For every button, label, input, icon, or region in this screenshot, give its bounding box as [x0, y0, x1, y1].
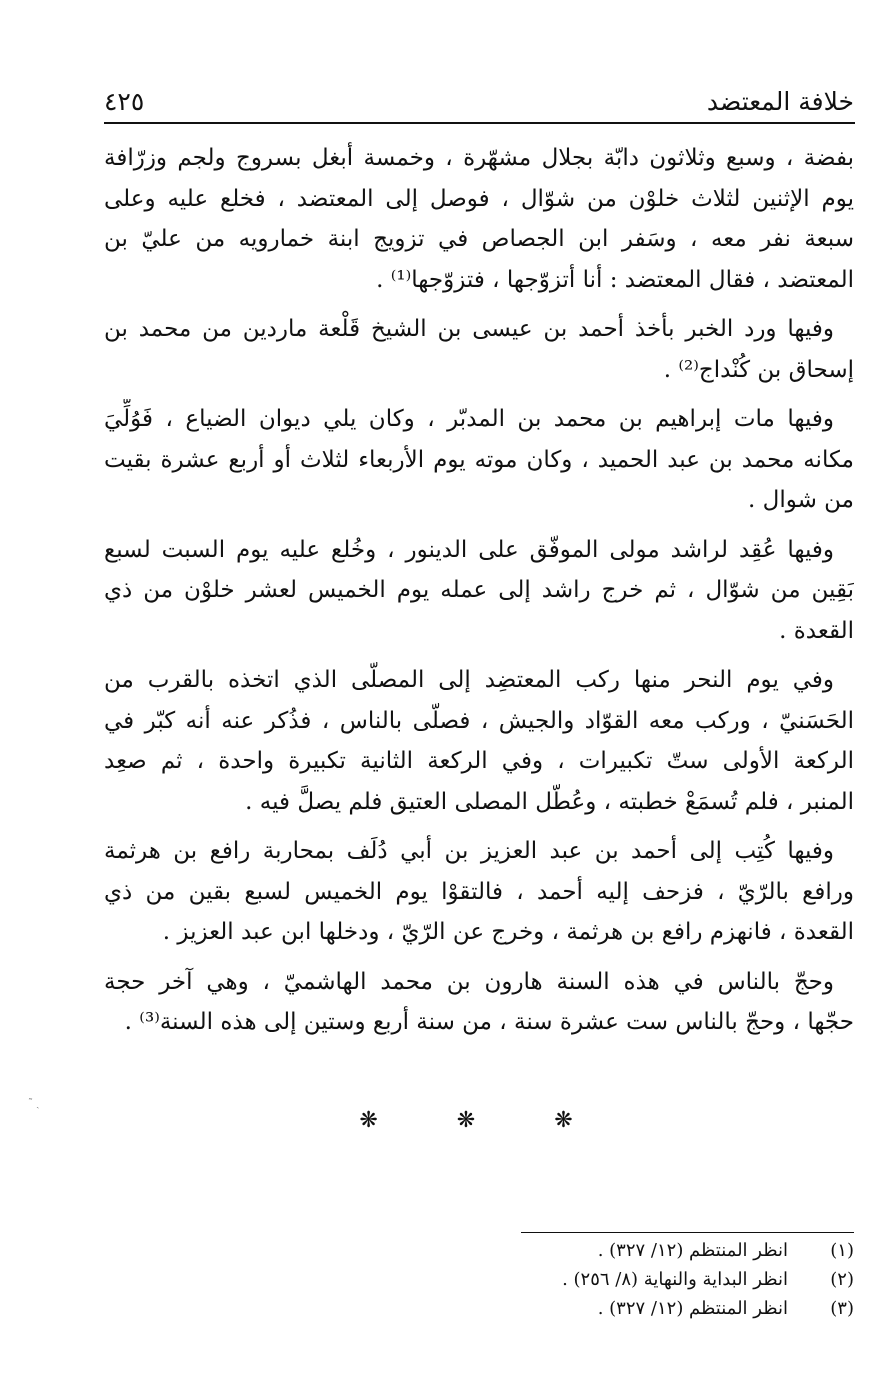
text-line: سبعة نفر معه ، وسَفر ابن الجصاص في تزويج ابنة خمارويه من عليّ بن — [104, 226, 854, 252]
text-line: المعتضد ، فقال المعتضد : أنا أتزوّجها ، فتزوّجها⁽¹⁾ . — [376, 266, 854, 293]
text-line: حجّها ، وحجّ بالناس ست عشرة سنة ، من سنة أربع وستين إلى هذه السنة⁽³⁾ . — [124, 1009, 854, 1035]
text-line: وفي يوم النحر منها ركب المعتضِد إلى المصلّى الذي اتخذه بالقرب من — [104, 667, 834, 693]
text-line: القعدة . — [779, 617, 854, 644]
text-line: من شوال . — [747, 487, 854, 513]
footnote-text: انظر المنتظم (١٢/ ٣٢٧) . — [597, 1298, 788, 1319]
text-line: القعدة ، فانهزم رافع بن هرثمة ، وخرج عن الرّيّ ، ودخلها ابن عبد العزيز . — [162, 919, 854, 945]
asterism-star: ❋ — [554, 1108, 599, 1133]
footnote-rule — [521, 1232, 854, 1233]
text-line: وفيها مات إبراهيم بن محمد بن المدبّر ، وكان يلي ديوان الضياع ، فَوُلِّيَ — [104, 406, 834, 432]
footnotes — [104, 1236, 854, 1323]
footnote-text: انظر البداية والنهاية (٨/ ٢٥٦) . — [562, 1269, 788, 1290]
running-title: خلافة المعتضد — [706, 87, 854, 116]
text-line: مكانه محمد بن عبد الحميد ، وكان موته يوم الأربعاء لثلاث أو أربع عشرة بقيت — [104, 446, 854, 473]
page-number: ٤٢٥ — [104, 87, 145, 116]
text-line: وفيها ورد الخبر بأخذ أحمد بن عيسى بن الشيخ قَلْعة ماردين من محمد بن — [104, 316, 834, 342]
scan-artifact-mark: ˜ ˏ — [28, 1098, 40, 1109]
footnote — [104, 1236, 854, 1265]
footnote — [104, 1294, 854, 1323]
paragraph — [104, 962, 854, 1043]
paragraph — [104, 660, 854, 822]
text-line: بَقِين من شوّال ، ثم خرج راشد إلى عمله يوم الخميس لعشر خلوْن من ذي — [104, 577, 854, 603]
section-separator — [104, 1104, 854, 1138]
paragraph — [104, 309, 854, 390]
text-line: يوم الإثنين لثلاث خلوْن من شوّال ، فوصل إلى المعتضد ، فخلع عليه وعلى — [104, 185, 854, 212]
text-line: وفيها عُقِد لراشد مولى الموفّق على الدينور ، وخُلع عليه يوم السبت لسبع — [104, 536, 834, 563]
footnote — [104, 1265, 854, 1294]
text-line: الركعة الأولى ستّ تكبيرات ، وفي الركعة الثانية تكبيرة واحدة ، ثم صعِد — [104, 748, 854, 774]
footnote-number: (٢) — [830, 1269, 854, 1290]
main-text — [104, 138, 854, 1052]
paragraph — [104, 530, 854, 652]
text-line: إسحاق بن كُنْداج⁽²⁾ . — [663, 356, 854, 383]
paragraph — [104, 138, 854, 300]
page-header — [104, 84, 854, 122]
asterism-star: ❋ — [359, 1108, 404, 1133]
text-line: بفضة ، وسبع وثلاثون دابّة بجلال مشهّرة ، وخمسة أبغل بسروج ولجم وزرّافة — [104, 145, 854, 171]
text-line: ورافع بالرّيّ ، فزحف إليه أحمد ، فالتقوْا يوم الخميس لسبع بقين من ذي — [104, 878, 854, 905]
footnote-number: (١) — [830, 1240, 854, 1261]
header-rule — [104, 122, 855, 124]
paragraph — [104, 831, 854, 953]
text-line: وفيها كُتِب إلى أحمد بن عبد العزيز بن أبي دُلَف بمحاربة رافع بن هرثمة — [104, 838, 834, 864]
footnote-text: انظر المنتظم (١٢/ ٣٢٧) . — [597, 1240, 788, 1261]
paragraph — [104, 399, 854, 521]
footnote-number: (٣) — [830, 1298, 854, 1319]
text-line: المنبر ، فلم تُسمَعْ خطبته ، وعُطّل المصلى العتيق فلم يصلَّ فيه . — [245, 788, 854, 815]
text-line: وحجّ بالناس في هذه السنة هارون بن محمد الهاشميّ ، وهي آخر حجة — [104, 968, 834, 995]
asterism-star: ❋ — [456, 1108, 502, 1133]
text-line: الحَسَنيّ ، وركب معه القوّاد والجيش ، فصلّى بالناس ، فذُكر عنه أنه كبّر في — [104, 707, 854, 734]
